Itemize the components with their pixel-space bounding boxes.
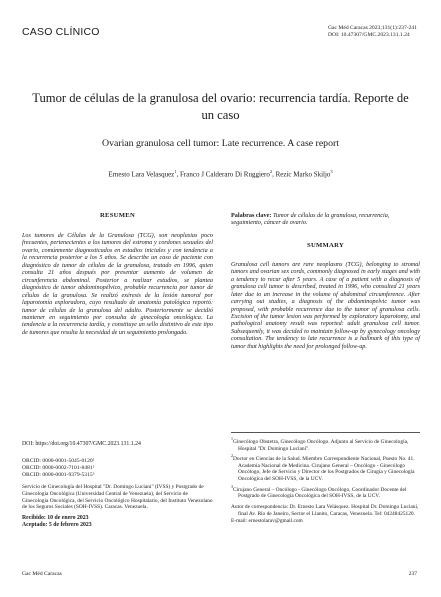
author-affiliation-mark: 2: [269, 169, 273, 174]
orcid-line[interactable]: ORCID: 0000-0002-7101-8481²: [22, 465, 95, 471]
footnote-mark: 2: [231, 453, 233, 459]
received-date: Recibido: 10 de enero 2023: [22, 515, 89, 522]
article-metadata: [22, 441, 213, 530]
orcid-line[interactable]: ORCID: 0000-0001-5045-0120¹: [22, 458, 95, 464]
footnote-item: [231, 436, 420, 452]
orcid-line[interactable]: ORCID: 0000-0001-9379-5315³: [22, 472, 95, 478]
author-name: Rezic Marko Skiljo: [275, 170, 331, 179]
journal-reference: [328, 25, 417, 39]
resumen-text: Los tumores de Células de la Granulosa (TCG), son neoplasias poco frecuentes, pertenecientes a los tumores del estroma y cordones sexuales del ovario, comúnmente diagnosticados en estadios iniciales y con tendencia a la recurrencia posterior a los 5 años. Se describe un caso de paciente con diagnóstico de tumor de células de la granulosa, tratado en 1996, quien consulta 21 años después por presentar aumento de volumen de circunferencia abdominal. Posterior a realizar estudios, se plantea diagnóstico de tumor abdominopélvico, probable recurrencia por tumor de células de la granulosa. Se realizó exéresis de la lesión tumoral por laparotomía exploradora, cuyo resultado de anatomía patológica reportó: tumor de células de la granulosa del adulto. Posteriormente se decidió mantener en seguimiento por consulta de ginecología oncológica. La tendencia a la recurrencia tardía, y constituye un sello distintivo de este tipo de tumores que resulta la necesidad de un seguimiento prolongado.: [22, 233, 213, 336]
journal-citation: Gac Méd Caracas 2023;131(1):237-241: [327, 25, 417, 31]
author-affiliation-mark: 3: [330, 169, 333, 174]
author-affiliation-mark: 1: [174, 169, 177, 174]
footer-page-number: 237: [408, 571, 417, 577]
keywords-label: Palabras clave:: [231, 212, 272, 219]
footnote-mark: 3: [231, 483, 233, 489]
author-name: Ernesto Lara Velasquez: [108, 170, 175, 179]
footer-journal-name: Gac Méd Caracas: [22, 571, 62, 577]
keywords: [231, 212, 420, 227]
footnote-mark: 1: [231, 436, 233, 441]
author-footnotes: [231, 436, 420, 526]
accepted-date: Aceptado: 5 de febrero 2023: [22, 522, 92, 529]
doi-link[interactable]: DOI: https://doi.org/10.47307/GMC.2023.131.1.24: [22, 441, 141, 447]
resumen-section: [22, 212, 213, 337]
article-title-english: Ovarian granulosa cell tumor: Late recurrence. A case report: [102, 138, 339, 149]
author-separator: ,: [176, 170, 181, 179]
footnote-text: Ginecólogo Obstetra, Ginecólogo Oncólogo. Adjunto al Servicio de Ginecología, Hospital "Dr. Domingo Luciani".: [233, 438, 409, 452]
resumen-heading: RESUMEN: [99, 212, 136, 219]
section-label: CASO CLÍNICO: [22, 26, 100, 38]
summary-section: [231, 212, 420, 351]
footnote-divider: [231, 432, 420, 433]
footnote-text: Cirujano General – Oncólogo - Ginecólogo Oncólogo, Coordinador Docente del Postgrado de Ginecología Oncológica del SOH-IVSS, de la UCV.: [233, 486, 407, 500]
keywords-text: Tumor de células de la granulosa, recurrencia, seguimiento, cáncer de ovario.: [231, 212, 390, 227]
author-list: [30, 169, 411, 178]
author-separator: ,: [272, 170, 276, 179]
journal-doi: DOI: 10.47307/GMC.2023.131.1.24: [327, 32, 410, 38]
article-title-spanish: Tumor de células de la granulosa del ovario: recurrencia tardía. Reporte de un caso: [32, 91, 409, 122]
summary-text: Granulosa cell tumors are rare neoplasms (TCG), belonging to stromal tumors and ovarian sex cords, commonly diagnosed in early stages and with a tendency to recur after 5 years. A case of a patient with a diagnosis of granulosa cell tumor is described, treated in 1996, who consulted 21 years later due to an increase in the volume of abdominal circumference. After carrying out studies, a diagnosis of the abdominopelvic tumor was proposed, with probable recurrence due to the tumor of granulosa cells. Excision of the tumor lesion was performed by exploratory laparotomy, and pathological anatomy result was reported: adult granulosa cell tumor. Subsequently, it was decided to maintain follow-up by gynecology oncology consultation. The tendency to late recurrence is a hallmark of this type of tumor that highlights the need for prolonged follow-up.: [231, 261, 420, 350]
institution-affiliation: Servicio de Ginecología del Hospital "Dr. Domingo Luciani" (IVSS) y Postgrado de Ginecología Oncológica (Universidad Central de Venezuela), del Servicio de Ginecología Oncológica, del Servicio Oncológico Hospitalario, del Instituto Venezolano de los Seguros Sociales (SOH-IVSS). Caracas. Venezuela.: [22, 484, 213, 511]
footnote-item: [231, 453, 420, 483]
correspondence-author: Autor de correspondencia: Dr. Ernesto Lara Velásquez. Hospital Dr. Domingo Luciani, final Av. Río de Janeiro, Sector el Llanito, Caracas, Venezuela. Tel: 04248425120.: [231, 504, 419, 517]
footnote-text: Doctor en Ciencias de la Salud. Miembro Correspondiente Nacional, Puesto No. 41. Academia Nacional de Medicina. Cirujano General – Oncólogo - Ginecólogo Oncólogo, Jefe de Servicio y Director de los Postgrados de Cirugía y Ginecología Oncológica del SOH-IVSS, de la UCV.: [233, 456, 415, 483]
footnote-item: [231, 484, 420, 500]
author-name: Franco J Calderaro Di Ruggiero: [180, 170, 270, 179]
summary-heading: SUMMARY: [306, 241, 345, 249]
correspondence-email[interactable]: E-mail: ernestolarav@gmail.com: [231, 518, 303, 525]
